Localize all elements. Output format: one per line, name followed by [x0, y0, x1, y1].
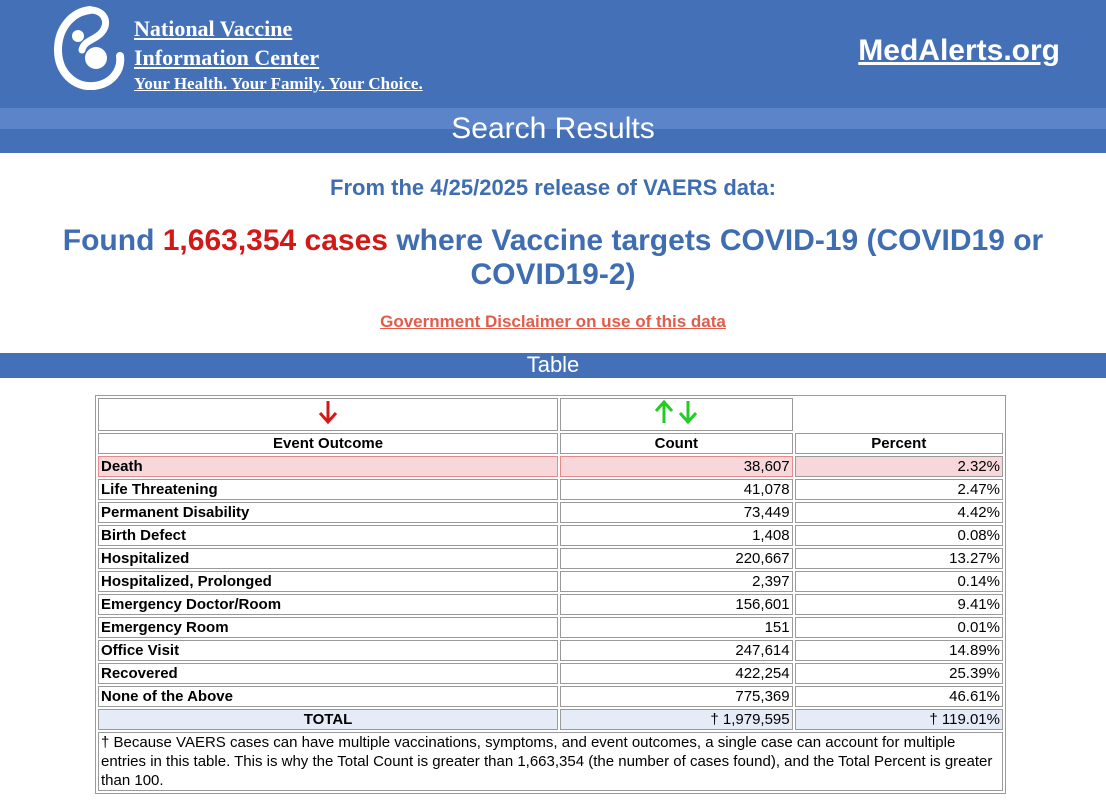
count-cell: 1,408 — [560, 525, 793, 546]
case-count: 1,663,354 cases — [162, 224, 388, 257]
org-name — [134, 14, 423, 95]
sort-ascending-icon[interactable] — [654, 399, 674, 425]
column-header-outcome[interactable]: Event Outcome — [98, 433, 558, 454]
table-row[interactable] — [98, 571, 1003, 592]
sort-descending-icon[interactable] — [678, 399, 698, 425]
total-percent: † 119.01% — [795, 709, 1003, 730]
tagline-link[interactable]: Your Health. Your Family. Your Choice. — [134, 74, 423, 93]
medalerts-home-link[interactable]: MedAlerts.org — [858, 34, 1060, 67]
org-line2-link[interactable]: Information Center — [134, 45, 320, 70]
column-header-percent[interactable]: Percent — [795, 433, 1003, 454]
percent-cell: 14.89% — [795, 640, 1003, 661]
outcome-cell: Life Threatening — [98, 479, 558, 500]
site-header — [0, 0, 1106, 108]
outcome-cell: Permanent Disability — [98, 502, 558, 523]
percent-cell: 46.61% — [795, 686, 1003, 707]
outcome-cell: Hospitalized, Prolonged — [98, 571, 558, 592]
sort-descending-icon[interactable] — [318, 399, 338, 425]
count-cell: 73,449 — [560, 502, 793, 523]
outcome-cell: Emergency Doctor/Room — [98, 594, 558, 615]
table-row[interactable] — [98, 548, 1003, 569]
table-section-title: Table — [0, 353, 1106, 378]
sort-cell-count — [560, 398, 793, 431]
total-count: † 1,979,595 — [560, 709, 793, 730]
count-cell: 220,667 — [560, 548, 793, 569]
nvic-logo-icon[interactable] — [50, 6, 126, 90]
total-row — [98, 709, 1003, 730]
percent-cell: 0.01% — [795, 617, 1003, 638]
table-row[interactable] — [98, 617, 1003, 638]
table-header-row — [98, 433, 1003, 454]
count-cell: 2,397 — [560, 571, 793, 592]
table-row[interactable] — [98, 525, 1003, 546]
percent-cell: 4.42% — [795, 502, 1003, 523]
percent-cell: 2.32% — [795, 456, 1003, 477]
page-title: Search Results — [451, 112, 655, 145]
column-header-count[interactable]: Count — [560, 433, 793, 454]
footnote-row — [98, 732, 1003, 791]
outcome-cell: Hospitalized — [98, 548, 558, 569]
outcome-cell: Emergency Room — [98, 617, 558, 638]
org-line1-link[interactable]: National Vaccine — [134, 16, 293, 41]
table-body — [98, 456, 1003, 707]
outcome-cell: Recovered — [98, 663, 558, 684]
count-cell: 775,369 — [560, 686, 793, 707]
percent-cell: 2.47% — [795, 479, 1003, 500]
disclaimer-link[interactable]: Government Disclaimer on use of this data — [380, 312, 726, 331]
release-info: From the 4/25/2025 release of VAERS data: — [330, 175, 776, 200]
percent-cell: 13.27% — [795, 548, 1003, 569]
table-row[interactable] — [98, 663, 1003, 684]
results-table — [95, 395, 1006, 794]
table-row[interactable] — [98, 456, 1003, 477]
sort-row — [98, 398, 1003, 431]
footnote: † Because VAERS cases can have multiple vaccinations, symptoms, and event outcomes, a single case can account for multiple entries in this table. This is why the Total Count is greater than 1,663,354 (the number of cases found), and the Total Percent is greater than 100. — [98, 732, 1003, 791]
percent-cell: 0.14% — [795, 571, 1003, 592]
count-cell: 41,078 — [560, 479, 793, 500]
table-row[interactable] — [98, 594, 1003, 615]
found-prefix: Found — [62, 224, 155, 257]
table-row[interactable] — [98, 686, 1003, 707]
outcome-cell: Office Visit — [98, 640, 558, 661]
percent-cell: 9.41% — [795, 594, 1003, 615]
total-label: TOTAL — [98, 709, 558, 730]
table-row[interactable] — [98, 479, 1003, 500]
table-row[interactable] — [98, 640, 1003, 661]
count-cell: 422,254 — [560, 663, 793, 684]
count-cell: 156,601 — [560, 594, 793, 615]
outcome-cell: None of the Above — [98, 686, 558, 707]
percent-cell: 0.08% — [795, 525, 1003, 546]
count-cell: 38,607 — [560, 456, 793, 477]
count-cell: 247,614 — [560, 640, 793, 661]
percent-cell: 25.39% — [795, 663, 1003, 684]
table-row[interactable] — [98, 502, 1003, 523]
results-summary — [20, 224, 1086, 292]
outcome-cell: Death — [98, 456, 558, 477]
found-suffix: where Vaccine targets COVID-19 (COVID19 or COVID19-2) — [396, 224, 1044, 291]
sort-cell-outcome — [98, 398, 558, 431]
disclaimer — [0, 312, 1106, 332]
outcome-cell: Birth Defect — [98, 525, 558, 546]
count-cell: 151 — [560, 617, 793, 638]
